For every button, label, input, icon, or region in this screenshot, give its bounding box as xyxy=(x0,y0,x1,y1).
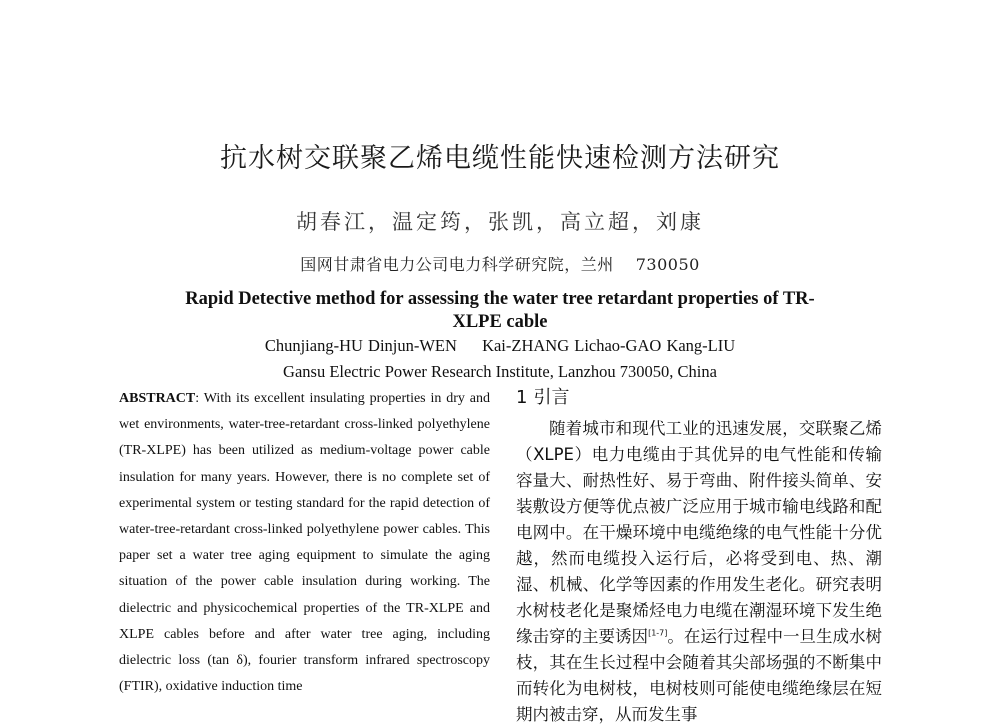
english-authors xyxy=(0,336,1000,356)
author-2: Dinjun-WEN xyxy=(368,336,457,355)
author-3: Kai-ZHANG xyxy=(482,336,570,355)
english-title: Rapid Detective method for assessing the water tree retardant properties of TR-XLPE cable xyxy=(185,289,815,332)
intro-text-part1: 随着城市和现代工业的迅速发展，交联聚乙烯（XLPE）电力电缆由于其优异的电气性能和传输容量大、耐热性好、易于弯曲、附件接头简单、安装敷设方便等优点被广泛应用于城市输电线路和配电网中。在干燥环境中电缆绝缘的电气性能十分优越，然而电缆投入运行后，必将受到电、热、潮湿、机械、化学等因素的作用发生老化。研究表明水树枝老化是聚烯烃电力电缆在潮湿环境下发生绝缘击穿的主要诱因 xyxy=(516,419,882,646)
section-heading xyxy=(516,384,882,412)
citation-ref[interactable]: [1-7] xyxy=(648,628,668,638)
intro-text-part2: 。在运行过程中一旦生成水树枝，其在生长过程中会随着其尖部场强的不断集中而转化为电树枝，电树枝则可能使电缆绝缘层在短期内被击穿，从而发生事 xyxy=(516,627,883,724)
chinese-title: 抗水树交联聚乙烯电缆性能快速检测方法研究 xyxy=(220,143,780,174)
english-affiliation: Gansu Electric Power Research Institute, Lanzhou 730050, China xyxy=(283,362,717,381)
abstract-text: : With its excellent insulating properties in dry and wet environments, water-tree-retardant cross-linked polyethylene (TR-XLPE) has been utilized as medium-voltage power cable insulation for many years. However, there is no complete set of experimental system or testing standard for the rapid detection of water-tree-retardant cross-linked polyethylene power cables. This paper set a water tree aging equipment to simulate the aging situation of the power cable insulation during working. The dielectric and physicochemical properties of the TR-XLPE and XLPE cables before and after water tree aging, including dielectric loss (tan δ), fourier transform infrared spectroscopy (FTIR), oxidative induction time xyxy=(119,391,490,695)
author-1: Chunjiang-HU xyxy=(264,336,363,355)
chinese-affiliation-name: 国网甘肃省电力公司电力科学研究院，兰州 xyxy=(300,255,614,274)
abstract-label: ABSTRACT xyxy=(119,391,196,406)
chinese-authors: 胡春江，温定筠，张凯，高立超，刘康 xyxy=(296,210,704,234)
author-5: Kang-LIU xyxy=(666,336,736,355)
abstract xyxy=(119,386,490,700)
chinese-affiliation xyxy=(0,252,1000,275)
introduction-paragraph xyxy=(516,416,882,728)
chinese-affiliation-zip: 730050 xyxy=(635,255,700,274)
section-title: 引言 xyxy=(533,387,570,408)
introduction-column xyxy=(516,384,882,728)
author-4: Lichao-GAO xyxy=(574,336,662,355)
section-number: 1 xyxy=(516,387,528,408)
